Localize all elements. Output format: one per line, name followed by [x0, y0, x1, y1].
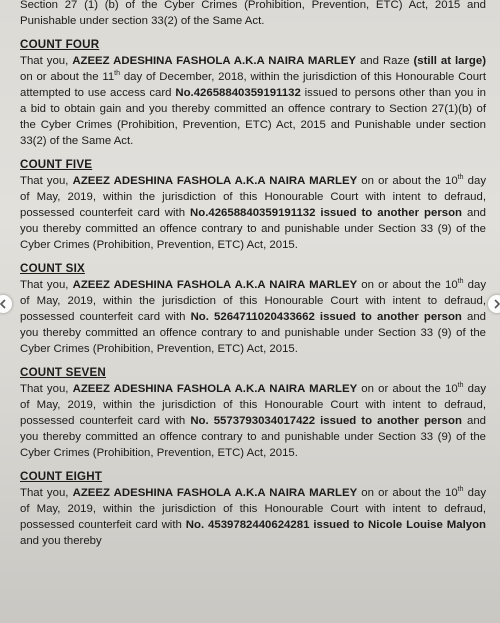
count-heading: COUNT FOUR	[20, 38, 100, 51]
count-body: That you, AZEEZ ADESHINA FASHOLA A.K.A NAIRA MARLEY on or about the 10th day of May, 2019, within the jurisdiction of this Honourable Court with intent to defraud, possessed counterfeit card with No. 5264711020433662 issued to another person and you thereby committed an offence contrary to and punishable under Section 33 (9) of the Cyber Crimes (Prohibition, Prevention, ETC) Act, 2015.	[20, 278, 487, 355]
count-seven	[20, 365, 486, 461]
count-heading: COUNT SIX	[20, 262, 85, 275]
count-six	[20, 261, 486, 357]
count-body: That you, AZEEZ ADESHINA FASHOLA A.K.A NAIRA MARLEY on or about the 10th day of May, 2019, within the jurisdiction of this Honourable Court with intent to defraud, possessed counterfeit card with No.42658840359191132 issued to another person and you thereby committed an offence contrary to and punishable under Section 33 (9) of the Cyber Crimes (Prohibition, Prevention, ETC) Act, 2015.	[20, 174, 487, 251]
count-body: That you, AZEEZ ADESHINA FASHOLA A.K.A NAIRA MARLEY on or about the 10th day of May, 2019, within the jurisdiction of this Honourable Court with intent to defraud, possessed counterfeit card with No. 5573793034017422 issued to another person and you thereby committed an offence contrary to and punishable under Section 33 (9) of the Cyber Crimes (Prohibition, Prevention, ETC) Act, 2015.	[20, 382, 487, 459]
chevron-left-icon	[0, 299, 8, 309]
count-body: That you, AZEEZ ADESHINA FASHOLA A.K.A NAIRA MARLEY and Raze (still at large) on or about the 11th day of December, 2018, within the jurisdiction of this Honourable Court attempted to use access card No.42658840359191132 issued to persons other than you in a bid to obtain gain and you thereby committed an offence contrary to Section 27(1)(b) of the Cyber Crimes (Prohibition, Prevention, ETC) Act, 2015 and Punishable under section 33(2) of the Same Act.	[20, 55, 487, 147]
count-four	[20, 37, 486, 149]
leadin-text: Section 27 (1) (b) of the Cyber Crimes (Prohibition, Prevention, ETC) Act, 2015 and Punishable under section 33(2) of the Same Act.	[20, 0, 486, 27]
next-image-button[interactable]	[488, 295, 500, 313]
count-heading: COUNT SEVEN	[20, 366, 106, 379]
count-body: That you, AZEEZ ADESHINA FASHOLA A.K.A NAIRA MARLEY on or about the 10th day of May, 2019, within the jurisdiction of this Honourable Court with intent to defraud, possessed counterfeit card with No. 4539782440624281 issued to Nicole Louise Malyon and you thereby	[20, 486, 487, 547]
count-five	[20, 157, 486, 253]
count-eight	[20, 469, 486, 549]
chevron-right-icon	[492, 299, 500, 309]
count-heading: COUNT FIVE	[20, 158, 93, 171]
count-heading: COUNT EIGHT	[20, 470, 103, 483]
